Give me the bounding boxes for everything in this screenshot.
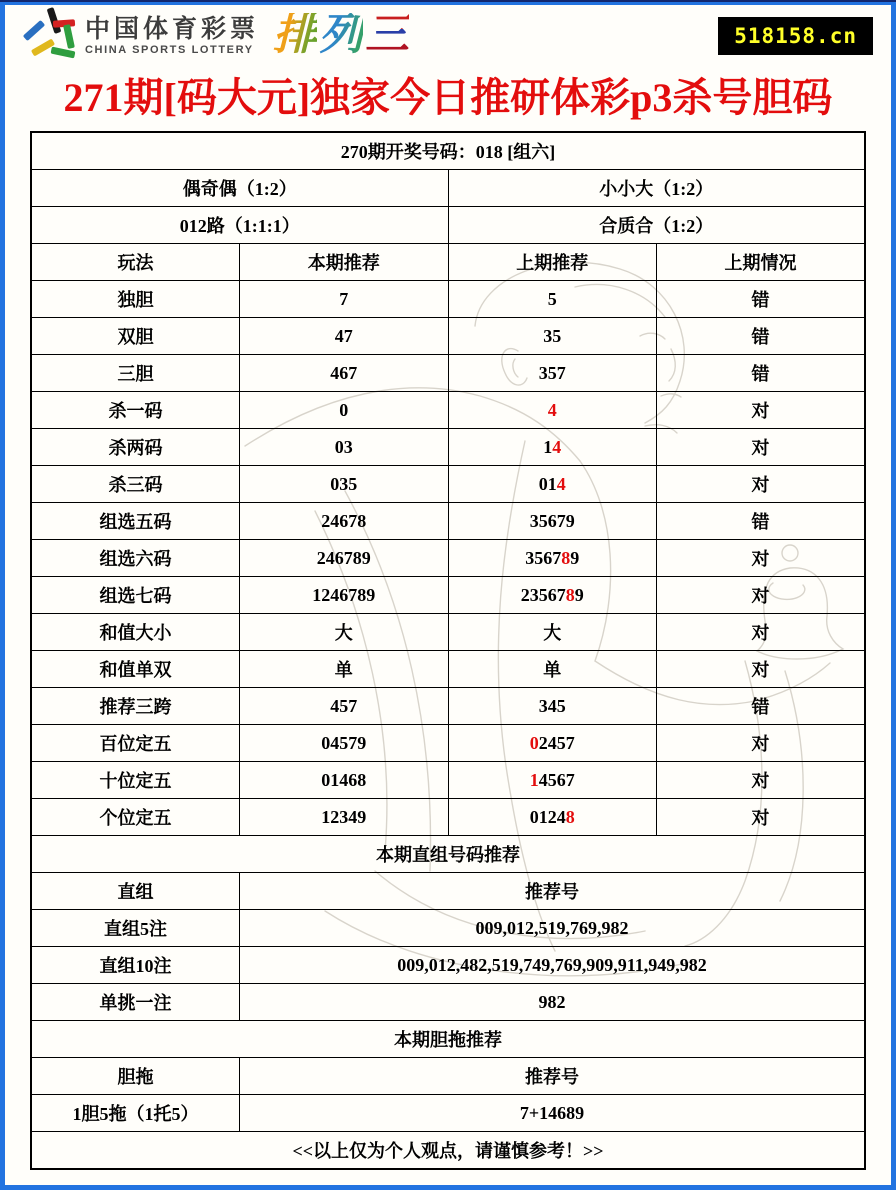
table-cell: 01248 xyxy=(448,799,657,836)
table-cell: 035 xyxy=(240,466,449,503)
table-cell: 对 xyxy=(657,540,866,577)
table-row xyxy=(31,429,865,466)
table-cell: 推荐号 xyxy=(240,1058,866,1095)
table-row xyxy=(31,688,865,725)
brand-char: 列 xyxy=(319,9,364,60)
page-frame xyxy=(0,2,896,1190)
page-title: 271期[码大元]独家今日推研体彩p3杀号胆码 xyxy=(63,75,833,120)
table-row xyxy=(31,392,865,429)
table-cell: 对 xyxy=(657,429,866,466)
table-cell: 直组10注 xyxy=(31,947,240,984)
table-cell: 杀一码 xyxy=(31,392,240,429)
table-cell: 对 xyxy=(657,614,866,651)
table-row xyxy=(31,799,865,836)
table-cell: 单挑一注 xyxy=(31,984,240,1021)
table-cell: 467 xyxy=(240,355,449,392)
table-row xyxy=(31,170,865,207)
table-cell: 357 xyxy=(448,355,657,392)
table-cell: <<以上仅为个人观点，请谨慎参考！>> xyxy=(31,1132,865,1170)
table-cell: 个位定五 xyxy=(31,799,240,836)
table-cell: 本期直组号码推荐 xyxy=(31,836,865,873)
table-cell: 246789 xyxy=(240,540,449,577)
table-cell: 009,012,482,519,749,769,909,911,949,982 xyxy=(240,947,866,984)
table-cell: 和值大小 xyxy=(31,614,240,651)
table-cell: 对 xyxy=(657,651,866,688)
table-cell: 大 xyxy=(448,614,657,651)
table-cell: 十位定五 xyxy=(31,762,240,799)
lottery-sticks-icon xyxy=(21,11,77,61)
table-cell: 012路（1:1:1） xyxy=(31,207,448,244)
table-row xyxy=(31,725,865,762)
table-cell: 本期胆拖推荐 xyxy=(31,1021,865,1058)
table-cell: 双胆 xyxy=(31,318,240,355)
table-row xyxy=(31,1095,865,1132)
table-cell: 14567 xyxy=(448,762,657,799)
table-cell: 1246789 xyxy=(240,577,449,614)
table-cell: 47 xyxy=(240,318,449,355)
table-cell: 4 xyxy=(448,392,657,429)
table-row xyxy=(31,355,865,392)
table-cell: 上期推荐 xyxy=(448,244,657,281)
table-row xyxy=(31,318,865,355)
table-cell: 直组 xyxy=(31,873,240,910)
table-cell: 35679 xyxy=(448,503,657,540)
table-cell: 982 xyxy=(240,984,866,1021)
table-cell: 对 xyxy=(657,466,866,503)
logo-text xyxy=(85,14,260,56)
table-cell: 0 xyxy=(240,392,449,429)
table-cell: 小小大（1:2） xyxy=(448,170,865,207)
table-row xyxy=(31,651,865,688)
table-cell: 35 xyxy=(448,318,657,355)
table-cell: 01468 xyxy=(240,762,449,799)
table-cell: 推荐三跨 xyxy=(31,688,240,725)
logo-cn-name: 中国体育彩票 xyxy=(85,14,260,43)
table-cell: 大 xyxy=(240,614,449,651)
table-cell: 345 xyxy=(448,688,657,725)
table-cell: 03 xyxy=(240,429,449,466)
table-cell: 错 xyxy=(657,355,866,392)
table-cell: 单 xyxy=(240,651,449,688)
table-row xyxy=(31,466,865,503)
table-row xyxy=(31,1021,865,1058)
table-cell: 7 xyxy=(240,281,449,318)
table-row xyxy=(31,207,865,244)
table-cell: 错 xyxy=(657,688,866,725)
table-row xyxy=(31,503,865,540)
header xyxy=(5,5,891,69)
table-cell: 2356789 xyxy=(448,577,657,614)
table-cell: 对 xyxy=(657,577,866,614)
table-cell: 独胆 xyxy=(31,281,240,318)
table-cell: 对 xyxy=(657,762,866,799)
table-cell: 直组5注 xyxy=(31,910,240,947)
table-cell: 356789 xyxy=(448,540,657,577)
table-cell: 组选七码 xyxy=(31,577,240,614)
table-cell: 02457 xyxy=(448,725,657,762)
table-row xyxy=(31,244,865,281)
table-cell: 偶奇偶（1:2） xyxy=(31,170,448,207)
table-row xyxy=(31,132,865,170)
pailie3-brand-logo xyxy=(273,9,410,60)
table-cell: 合质合（1:2） xyxy=(448,207,865,244)
table-cell: 7+14689 xyxy=(240,1095,866,1132)
table-cell: 014 xyxy=(448,466,657,503)
brand-char: 三 xyxy=(365,9,410,60)
table-cell: 和值单双 xyxy=(31,651,240,688)
table-cell: 270期开奖号码：018 [组六] xyxy=(31,132,865,170)
table-cell: 错 xyxy=(657,318,866,355)
table-row xyxy=(31,577,865,614)
table-cell: 5 xyxy=(448,281,657,318)
table-cell: 胆拖 xyxy=(31,1058,240,1095)
table-cell: 单 xyxy=(448,651,657,688)
table-cell: 错 xyxy=(657,281,866,318)
site-badge: 518158.cn xyxy=(718,17,873,55)
table-row xyxy=(31,873,865,910)
table-cell: 三胆 xyxy=(31,355,240,392)
table-cell: 杀两码 xyxy=(31,429,240,466)
table-row xyxy=(31,1058,865,1095)
table-cell: 对 xyxy=(657,725,866,762)
table-cell: 玩法 xyxy=(31,244,240,281)
table-cell: 对 xyxy=(657,392,866,429)
table-cell: 24678 xyxy=(240,503,449,540)
prediction-table xyxy=(30,131,866,1170)
table-cell: 对 xyxy=(657,799,866,836)
table-row xyxy=(31,762,865,799)
table-cell: 009,012,519,769,982 xyxy=(240,910,866,947)
table-cell: 04579 xyxy=(240,725,449,762)
table-row xyxy=(31,614,865,651)
table-cell: 组选六码 xyxy=(31,540,240,577)
table-row xyxy=(31,984,865,1021)
table-row xyxy=(31,540,865,577)
prediction-table-wrap xyxy=(30,131,866,1170)
logo-en-name: CHINA SPORTS LOTTERY xyxy=(85,43,254,56)
table-cell: 本期推荐 xyxy=(240,244,449,281)
table-cell: 杀三码 xyxy=(31,466,240,503)
table-row xyxy=(31,910,865,947)
brand-char: 排 xyxy=(273,9,318,60)
table-row xyxy=(31,1132,865,1170)
table-cell: 错 xyxy=(657,503,866,540)
table-cell: 14 xyxy=(448,429,657,466)
table-row xyxy=(31,836,865,873)
table-cell: 12349 xyxy=(240,799,449,836)
table-row xyxy=(31,947,865,984)
table-cell: 组选五码 xyxy=(31,503,240,540)
table-row xyxy=(31,281,865,318)
table-cell: 457 xyxy=(240,688,449,725)
table-cell: 推荐号 xyxy=(240,873,866,910)
table-cell: 1胆5拖（1托5） xyxy=(31,1095,240,1132)
table-cell: 上期情况 xyxy=(657,244,866,281)
table-cell: 百位定五 xyxy=(31,725,240,762)
